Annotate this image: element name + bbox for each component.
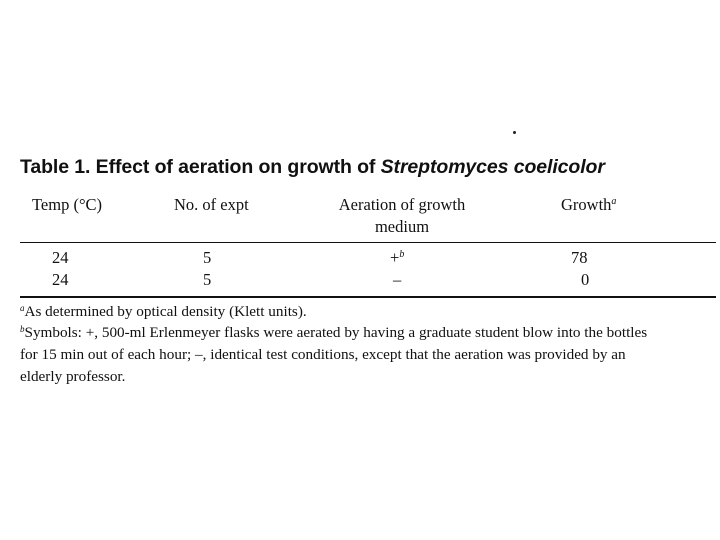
header-growth-label: Growth [561, 195, 612, 214]
footnote-b-line1 [20, 322, 720, 343]
header-aeration-line1: Aeration of growth [338, 195, 466, 214]
row1-aeration-symbol: + [390, 248, 400, 267]
stray-dot [513, 131, 516, 134]
row2-temp: 24 [52, 270, 69, 289]
header-growth [561, 195, 616, 215]
row2-expt: 5 [203, 270, 212, 289]
footnote-a [20, 301, 720, 322]
footnote-b-line2: for 15 min out of each hour; –, identical test conditions, except that the aeration was provided by an [20, 346, 626, 363]
footnote-a-marker: a [20, 303, 25, 313]
header-aeration-line2: medium [374, 217, 430, 236]
table-title [20, 156, 710, 179]
header-divider [20, 242, 716, 243]
row2-aeration: – [393, 270, 402, 289]
header-expt: No. of expt [174, 195, 249, 214]
row1-temp: 24 [52, 248, 69, 267]
table-title-text: Table 1. Effect of aeration on growth of [20, 156, 381, 178]
footnote-a-text: As determined by optical density (Klett units). [24, 303, 307, 320]
header-temp: Temp (°C) [32, 195, 103, 214]
footnote-b-marker: b [20, 324, 25, 334]
footnote-b-text-line1: Symbols: +, 500-ml Erlenmeyer flasks were aerated by having a graduate student blow into the bottles [24, 324, 648, 341]
table-bottom-rule [20, 296, 716, 298]
row1-growth: 78 [571, 248, 588, 267]
footnote-b-line3: elderly professor. [20, 368, 126, 385]
row2-growth: 0 [581, 270, 590, 289]
row1-expt: 5 [203, 248, 212, 267]
row1-aeration [390, 248, 404, 268]
table-title-species: Streptomyces coelicolor [380, 156, 605, 178]
header-growth-footnote-marker: a [611, 196, 617, 207]
row1-aeration-footnote-marker: b [399, 249, 405, 260]
